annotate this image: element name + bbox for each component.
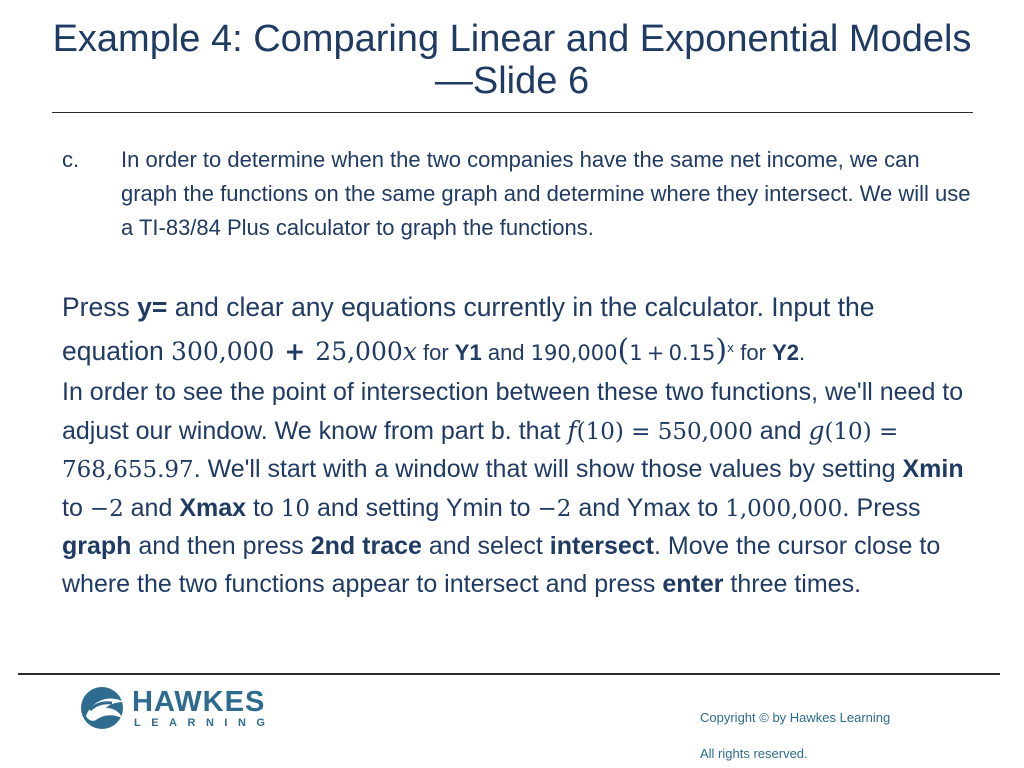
text-run: Press: [849, 493, 921, 522]
text-run: .: [798, 340, 806, 365]
key-2nd: 2nd: [310, 532, 356, 561]
list-marker: c.: [62, 147, 80, 172]
text-run: and select: [421, 532, 550, 561]
text-run: and: [752, 416, 809, 445]
text-run: and: [481, 340, 531, 365]
key-xmin: Xmin: [902, 455, 964, 484]
text-run: for: [734, 340, 773, 365]
ymax-value: 1,000,000.: [725, 495, 850, 522]
eq2-constant: 190,000: [530, 341, 618, 365]
key-xmax: Xmax: [179, 493, 247, 522]
text-run: . Move the cursor close to where the two functions appear to intersect and press: [62, 532, 941, 598]
text-run: to: [246, 493, 281, 522]
logo-wordmark: HAWKES: [132, 686, 266, 718]
paragraph-window: [62, 374, 972, 604]
slide-title: Example 4: Comparing Linear and Exponential Models—Slide 6: [52, 18, 972, 102]
rights-text: All rights reserved.: [700, 746, 808, 761]
copyright-text: Copyright © by Hawkes Learning: [700, 710, 891, 725]
text-run: and Ymax to: [571, 493, 726, 522]
title-divider: [52, 112, 973, 113]
text-run: for: [416, 340, 455, 365]
text-run: and setting Ymin to: [310, 493, 538, 522]
text-run: and then press: [131, 532, 311, 561]
func-g-value: (10) = 768,655.97: [62, 418, 899, 484]
label-y1: Y1: [454, 340, 482, 365]
eq1-constant: 300,000: [171, 337, 275, 366]
text-run: In order to see the point of intersection between these two functions, we'll need to adjust our window. We know from part b. that: [62, 378, 964, 445]
eq2-base: 1 + 0.15: [629, 341, 716, 365]
text-run: and: [123, 493, 180, 522]
equation-linear: [171, 337, 417, 366]
key-graph: graph: [62, 532, 132, 561]
logo-subtitle: LEARNING: [134, 717, 276, 729]
text-run: Press: [62, 292, 138, 322]
hawkes-learning-logo: [80, 686, 290, 734]
eq1-rate: 25,000: [315, 337, 403, 366]
equation-exponential: [530, 333, 735, 368]
eq1-variable: x: [402, 337, 417, 366]
footer-divider: [18, 673, 1000, 675]
paragraph-c-text: In order to determine when the two companies have the same net income, we can graph the functions on the same graph and determine where they intersect. We will use a TI-83/84 Plus calculator to graph the functions.: [121, 147, 971, 240]
key-enter: enter: [662, 569, 724, 598]
key-y-equals: y=: [137, 292, 168, 322]
xmax-value: 10: [280, 495, 311, 522]
ymin-value: −2: [537, 495, 572, 522]
label-y2: Y2: [772, 340, 799, 365]
eq2-exponent: x: [727, 341, 735, 355]
eq1-plus: +: [284, 337, 306, 366]
eq2-right-paren: ): [715, 333, 728, 368]
key-intersect: intersect: [549, 532, 654, 561]
text-run: . We'll start with a window that will show those values by setting: [193, 455, 903, 484]
paragraph-press: [62, 287, 972, 374]
eq2-left-paren: (: [617, 333, 630, 368]
func-f-value: (10) = 550,000: [576, 418, 753, 445]
func-f: f: [567, 415, 577, 445]
text-run: and clear any equations currently in the calculator. Input the equation: [62, 292, 875, 366]
text-run: to: [62, 493, 90, 522]
hawk-head-icon: [80, 686, 128, 730]
xmin-value: −2: [89, 495, 124, 522]
key-trace: trace: [362, 532, 422, 561]
text-run: three times.: [723, 569, 862, 598]
func-g: g: [808, 415, 825, 445]
paragraph-c: [62, 143, 972, 245]
